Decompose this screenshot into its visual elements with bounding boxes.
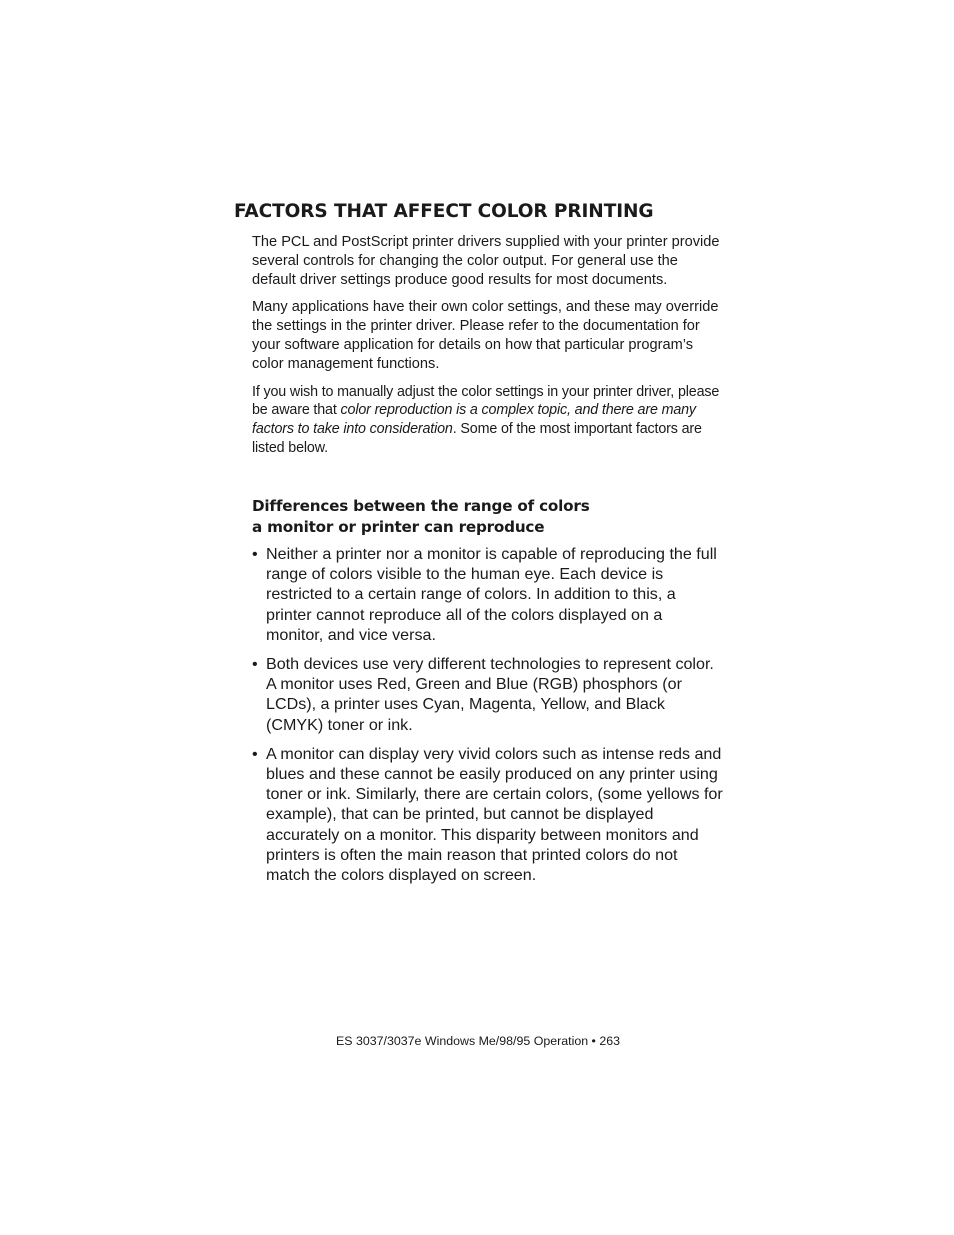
list-item-text: Neither a printer nor a monitor is capable of reproducing the full range of colors visible to the human eye. Each device is restricted to a certain range of colors. In addition to this, a printer cannot reproduce all of the colors displayed on a monitor, and vice versa. xyxy=(266,545,717,644)
list-item-text: Both devices use very different technologies to represent color. A monitor uses Red, Green and Blue (RGB) phosphors (or LCDs), a printer uses Cyan, Magenta, Yellow, and Black (CMYK) toner or ink. xyxy=(266,655,714,734)
bullet-icon: • xyxy=(252,545,258,563)
subsection-title-line-1: Differences between the range of colors xyxy=(252,497,590,515)
bullet-icon: • xyxy=(252,655,258,674)
list-item-text: A monitor can display very vivid colors such as intense reds and blues and these cannot be easily produced on any printer using toner or ink. Similarly, there are certain colors, (some yellows for example), that can be printed, but cannot be displayed accurately on a monitor. This disparity between monitors and printers is often the main reason that printed colors do not match the colors displayed on screen. xyxy=(266,744,723,885)
intro-paragraph-3 xyxy=(252,383,724,458)
intro-paragraph-2: Many applications have their own color settings, and these may override the settings in the printer driver. Please refer to the documentation for your software application for details on how that particular program’s color management functions. xyxy=(252,299,719,372)
paragraph-3-trailing-text: . Some of the most important factors are listed below. xyxy=(252,421,702,456)
page-footer xyxy=(0,1033,954,1049)
list-item xyxy=(252,544,724,645)
list-item xyxy=(252,654,724,735)
intro-paragraph-1: The PCL and PostScript printer drivers supplied with your printer provide several controls for changing the color output. For general use the default driver settings produce good results for most documents. xyxy=(252,234,720,288)
paragraph-3-emphasis: color reproduction is a complex topic, and there are many factors to take into consideration xyxy=(252,402,696,438)
list-item xyxy=(252,744,724,885)
subsection-title-line-2: a monitor or printer can reproduce xyxy=(252,518,545,536)
bullet-list xyxy=(252,544,724,894)
paragraph-3-lead-text: If you wish to manually adjust the color settings in your printer driver, please be aware that xyxy=(252,383,720,419)
footer-text: ES 3037/3037e Windows Me/98/95 Operation • 263 xyxy=(336,1034,620,1048)
bullet-icon: • xyxy=(252,744,258,763)
section-title: FACTORS THAT AFFECT COLOR PRINTING xyxy=(234,201,654,222)
intro-paragraphs xyxy=(252,233,724,467)
subsection-title xyxy=(252,496,692,538)
